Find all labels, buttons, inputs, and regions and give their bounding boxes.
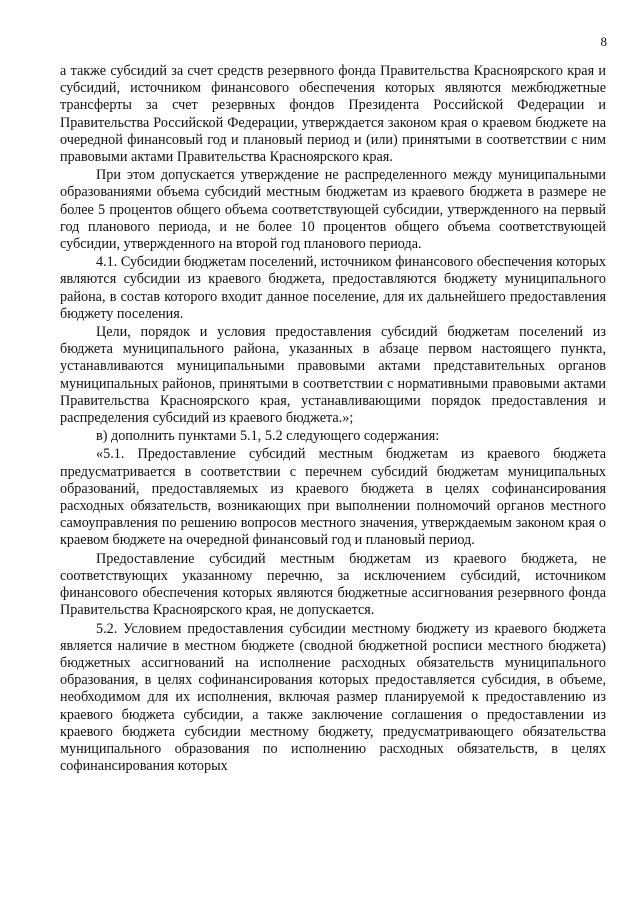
document-body bbox=[60, 63, 606, 776]
paragraph-5-2: 5.2. Условием предоставления субсидии местному бюджету из краевого бюджета является наличие в местном бюджете (сводной бюджетной росписи местного бюджета) бюджетных ассигнований на исполнение расходных обязательств муниципального образования, в целях софинансирования которых предоставляется субсидия, в объеме, необходимом для их исполнения, включая размер планируемой к предоставлению из краевого бюджета субсидии, а также заключение соглашения о предоставлении из краевого бюджета субсидии местному бюджету, предусматривающего обязательства муниципального образования по исполнению расходных обязательств, в целях софинансирования которых bbox=[60, 620, 606, 775]
page-number: 8 bbox=[600, 34, 607, 49]
paragraph-amendment-c: в) дополнить пунктами 5.1, 5.2 следующего содержания: bbox=[96, 428, 440, 445]
paragraph-continuation: а также субсидий за счет средств резервного фонда Правительства Красноярского края и субсидий, источником финансового обеспечения которых являются межбюджетные трансферты за счет резервных фондов Президента Российской Федерации и Правительства Российской Федерации, утверждается законом края о краевом бюджете на очередной финансовый год и плановый период и (или) принятыми в соответствии с ним правовыми актами Правительства Красноярского края. bbox=[60, 63, 606, 166]
paragraph-allowance: При этом допускается утверждение не распределенного между муниципальными образованиями объема субсидий местным бюджетам из краевого бюджета в размере не более 5 процентов общего объема соответствующей субсидии, утвержденного на первый год планового периода, и не более 10 процентов общего объема соответствующей субсидии, утвержденного на второй год планового периода. bbox=[60, 167, 606, 253]
paragraph-prohibition: Предоставление субсидий местным бюджетам из краевого бюджета, не соответствующих указанному перечню, за исключением субсидий, источником финансового обеспечения которых являются бюджетные ассигнования резервного фонда Правительства Красноярского края, не допускается. bbox=[60, 550, 606, 619]
paragraph-5-1: «5.1. Предоставление субсидий местным бюджетам из краевого бюджета предусматривается в соответствии с перечнем субсидий бюджетам муниципальных образований, предоставляемых из краевого бюджета в целях софинансирования расходных обязательств, возникающих при выполнении полномочий органов местного самоуправления по решению вопросов местного значения, утверждаемым законом края о краевом бюджете на очередной финансовый год и плановый период. bbox=[60, 446, 606, 549]
paragraph-goals-procedure: Цели, порядок и условия предоставления субсидий бюджетам поселений из бюджета муниципального района, указанных в абзаце первом настоящего пункта, устанавливаются муниципальными правовыми актами представительных органов муниципальных районов, принятыми в соответствии с нормативными правовыми актами Правительства Красноярского края, устанавливающими порядок предоставления и распределения субсидий из краевого бюджета.»; bbox=[60, 324, 606, 427]
paragraph-4-1: 4.1. Субсидии бюджетам поселений, источником финансового обеспечения которых являются субсидии из краевого бюджета, предоставляются бюджету муниципального района, в состав которого входит данное поселение, для их дальнейшего предоставления бюджету поселения. bbox=[60, 254, 606, 322]
